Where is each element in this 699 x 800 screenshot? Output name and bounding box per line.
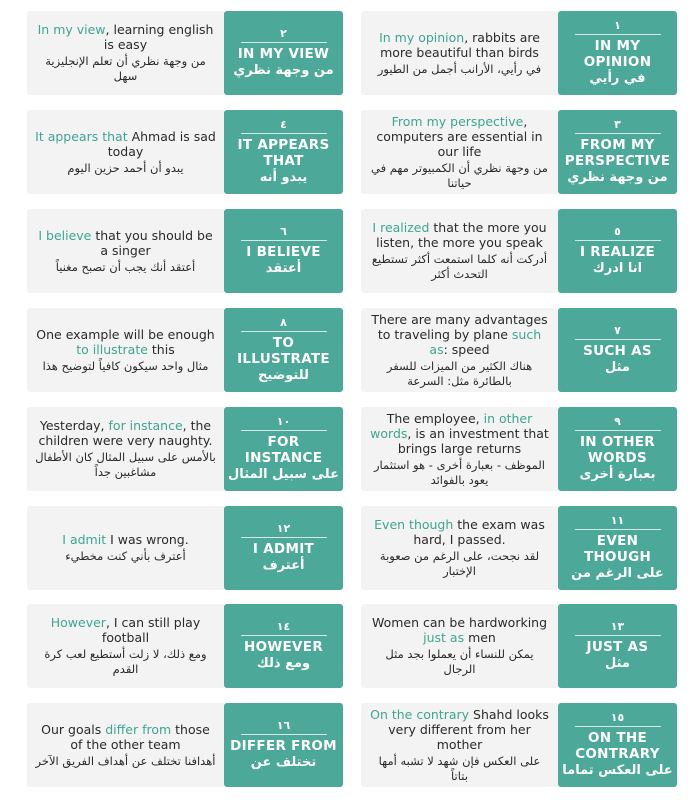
example-highlight: such as	[429, 326, 542, 357]
example-panel	[27, 209, 224, 293]
phrase-tile	[224, 308, 343, 392]
card-number: ٧	[575, 325, 661, 340]
phrase-tile	[224, 703, 343, 787]
example-text: There are many advantages to traveling by plane	[371, 311, 548, 342]
card-number: ١٣	[575, 621, 661, 636]
example-text: this	[147, 341, 175, 357]
example-sentence-english	[369, 615, 550, 645]
phrase-card	[361, 407, 677, 491]
phrase-english: TO ILLUSTRATE	[237, 334, 330, 367]
phrase-card	[361, 11, 677, 95]
example-sentence-english	[35, 228, 216, 258]
phrase-arabic: أعتقد	[265, 260, 302, 276]
card-number: ١٥	[575, 712, 661, 727]
phrase-english: EVEN THOUGH	[583, 532, 652, 565]
phrase-tile	[224, 110, 343, 194]
example-sentence-arabic: بالأمس على سبيل المثال كان الأطفال مشاغبين جداً	[35, 450, 216, 479]
example-sentence-arabic: أهدافنا تختلف عن أهداف الفريق الآخر	[35, 753, 216, 768]
example-highlight: On the contrary	[370, 706, 470, 722]
example-panel	[361, 308, 558, 392]
example-text: , computers are essential in our life	[376, 113, 543, 159]
phrase-tile	[224, 506, 343, 590]
card-number: ٣	[575, 119, 661, 134]
example-sentence-arabic: مثال واحد سيكون كافياً لتوضيح هذا	[42, 358, 209, 373]
example-sentence-english	[35, 22, 216, 52]
card-number: ١٢	[241, 523, 327, 538]
example-text: men	[464, 630, 496, 645]
card-number: ١	[575, 20, 661, 35]
phrase-card	[361, 308, 677, 392]
example-sentence-arabic: يمكن للنساء أن يعملوا بجد مثل الرجال	[385, 647, 534, 676]
example-sentence-arabic: من وجهة نظري أن الكمبيوتر مهم في حياتنا	[371, 160, 548, 190]
example-sentence-english	[369, 30, 550, 60]
phrase-english: FROM MY PERSPECTIVE	[564, 136, 671, 169]
example-sentence-arabic: أعتقد أنك يجب أن تصبح مغنياً	[55, 259, 196, 274]
card-number: ٨	[241, 317, 327, 332]
example-sentence-arabic: على العكس فإن شهد لا تشبه أمها بتاتاً	[378, 753, 541, 783]
example-highlight: I realized	[372, 220, 430, 235]
phrase-card	[27, 11, 343, 95]
phrase-arabic: يبدو أنه	[259, 169, 308, 185]
example-text: Our goals	[41, 721, 106, 737]
example-sentence-english	[369, 517, 550, 547]
example-text: Yesterday,	[39, 418, 109, 433]
phrase-english: HOWEVER	[243, 638, 324, 655]
phrase-tile	[558, 506, 677, 590]
example-sentence-english	[369, 411, 550, 456]
phrase-tile	[558, 604, 677, 688]
example-highlight: However	[50, 615, 106, 630]
phrase-tile	[558, 407, 677, 491]
example-text: Ahmad is sad today	[107, 128, 216, 159]
example-text: those of the other team	[70, 721, 210, 752]
example-highlight: In my opinion	[379, 29, 465, 45]
phrase-arabic: مثل	[605, 359, 630, 375]
phrase-english: I REALIZE	[579, 243, 656, 260]
phrase-arabic: على الرغم من	[571, 565, 664, 581]
example-panel	[361, 506, 558, 590]
example-highlight: In my view	[37, 22, 106, 37]
phrase-arabic: على العكس تماما	[562, 762, 673, 778]
example-highlight: differ from	[105, 721, 172, 737]
card-number: ٢	[241, 28, 327, 43]
example-highlight: Even though	[374, 517, 454, 532]
phrase-english: IT APPEARS THAT	[237, 136, 330, 169]
phrase-arabic: مثل	[605, 655, 630, 671]
example-panel	[27, 604, 224, 688]
phrase-arabic: في رأيي	[589, 70, 646, 86]
phrase-tile	[558, 11, 677, 95]
example-text: , is an investment that brings large returns	[397, 425, 549, 456]
example-sentence-arabic: من وجهة نظري أن تعلم الإنجليزية سهل	[45, 54, 206, 83]
phrase-english: DIFFER FROM	[230, 737, 337, 754]
phrase-english: I ADMIT	[252, 540, 315, 557]
example-sentence-english	[35, 722, 216, 752]
phrase-english: FOR INSTANCE	[244, 433, 323, 466]
phrase-card	[27, 110, 343, 194]
example-text: , rabbits are more beautiful than birds	[380, 29, 540, 60]
phrase-arabic: من وجهة نظري	[233, 62, 334, 78]
card-number: ١٦	[241, 720, 327, 735]
example-panel	[27, 506, 224, 590]
phrase-arabic: ومع ذلك	[256, 655, 311, 671]
example-sentence-english	[369, 114, 550, 159]
phrase-arabic: للتوضيح	[258, 367, 309, 383]
example-panel	[361, 209, 558, 293]
phrase-card	[27, 703, 343, 787]
example-highlight: I admit	[62, 532, 107, 547]
card-number: ٩	[575, 416, 661, 431]
card-number: ١١	[575, 515, 661, 530]
example-sentence-arabic: هناك الكثير من الميزات للسفر بالطائرة مثل: السرعة	[386, 358, 533, 388]
example-panel	[361, 110, 558, 194]
phrase-arabic: من وجهة نظري	[567, 169, 668, 185]
phrase-english: IN MY OPINION	[583, 37, 652, 70]
example-sentence-arabic: يبدو أن أحمد حزين اليوم	[67, 160, 184, 175]
phrase-card	[361, 506, 677, 590]
phrase-english: IN OTHER WORDS	[579, 433, 656, 466]
example-text: The employee,	[386, 410, 484, 426]
example-panel	[27, 703, 224, 787]
phrase-english: ON THE CONTRARY	[575, 729, 660, 762]
phrase-arabic: تختلف عن	[250, 754, 317, 770]
phrase-tile	[558, 110, 677, 194]
example-sentence-english	[35, 327, 216, 357]
example-sentence-arabic: ومع ذلك، لا زلت أستطيع لعب كرة القدم	[44, 647, 207, 676]
phrase-card	[27, 308, 343, 392]
phrase-tile	[558, 308, 677, 392]
phrase-english: I BELIEVE	[246, 243, 321, 260]
phrase-card	[27, 209, 343, 293]
phrase-arabic: أعترف	[262, 557, 305, 573]
phrase-tile	[224, 209, 343, 293]
example-sentence-arabic: لقد نجحت، على الرغم من صعوبة الإختبار	[379, 549, 540, 578]
card-number: ١٤	[241, 621, 327, 636]
phrase-arabic: على سبيل المثال	[228, 466, 339, 482]
card-number: ٤	[241, 119, 327, 134]
phrase-tile	[224, 407, 343, 491]
phrase-arabic: بعبارة أخرى	[579, 466, 656, 482]
example-highlight: I believe	[38, 227, 92, 243]
phrase-tile	[224, 11, 343, 95]
example-sentence-arabic: أدركت أنه كلما استمعت أكثر تستطيع التحدث أكثر	[371, 252, 548, 281]
example-highlight: for instance	[108, 418, 183, 433]
example-sentence-arabic: في رأيي، الأرانب أجمل من الطيور	[377, 61, 542, 76]
example-text: , the children were very naughty.	[38, 418, 213, 448]
example-sentence-english	[369, 312, 550, 357]
example-panel	[27, 407, 224, 491]
example-text: I was wrong.	[106, 532, 189, 547]
example-text: One example will be enough	[36, 326, 215, 342]
phrase-arabic: انا ادرك	[592, 260, 643, 276]
example-sentence-english	[369, 707, 550, 752]
example-highlight: in other words	[370, 410, 533, 441]
phrase-tile	[558, 703, 677, 787]
phrase-english: IN MY VIEW	[237, 45, 330, 62]
example-text: that the more you listen, the more you speak	[376, 220, 547, 250]
example-panel	[27, 11, 224, 95]
phrase-card	[27, 407, 343, 491]
phrase-card	[27, 506, 343, 590]
example-highlight: It appears that	[35, 128, 128, 144]
phrase-tile	[224, 604, 343, 688]
example-highlight: From my perspective	[391, 113, 524, 129]
example-panel	[361, 604, 558, 688]
phrase-card	[27, 604, 343, 688]
example-text: : speed	[443, 341, 490, 357]
card-number: ١٠	[241, 416, 327, 431]
phrase-card	[361, 604, 677, 688]
example-sentence-arabic: الموظف - بعبارة أخرى - هو استثمار يعود بالفوائد	[373, 457, 545, 487]
example-panel	[27, 308, 224, 392]
example-highlight: to illustrate	[76, 341, 148, 357]
example-text: the exam was hard, I passed.	[413, 517, 545, 547]
example-text: that you should be a singer	[91, 227, 213, 258]
example-panel	[361, 407, 558, 491]
example-sentence-english	[35, 615, 216, 645]
example-sentence-english	[369, 220, 550, 250]
phrase-card	[361, 703, 677, 787]
phrase-english: SUCH AS	[583, 342, 652, 359]
example-highlight: just as	[423, 630, 465, 645]
example-text: Shahd looks very different from her mother	[388, 706, 549, 752]
example-sentence-arabic: أعترف بأني كنت مخطيء	[65, 549, 186, 563]
phrase-card	[361, 110, 677, 194]
example-sentence-english	[35, 418, 216, 448]
example-sentence-english	[62, 532, 188, 547]
example-panel	[361, 11, 558, 95]
card-number: ٥	[575, 226, 661, 241]
example-text: , learning english is easy	[103, 22, 214, 52]
example-panel	[27, 110, 224, 194]
example-text: Women can be hardworking	[371, 615, 548, 630]
phrase-english: JUST AS	[586, 638, 649, 655]
example-sentence-english	[35, 129, 216, 159]
example-panel	[361, 703, 558, 787]
phrase-card	[361, 209, 677, 293]
card-number: ٦	[241, 226, 327, 241]
phrase-tile	[558, 209, 677, 293]
example-text: , I can still play football	[101, 615, 201, 645]
